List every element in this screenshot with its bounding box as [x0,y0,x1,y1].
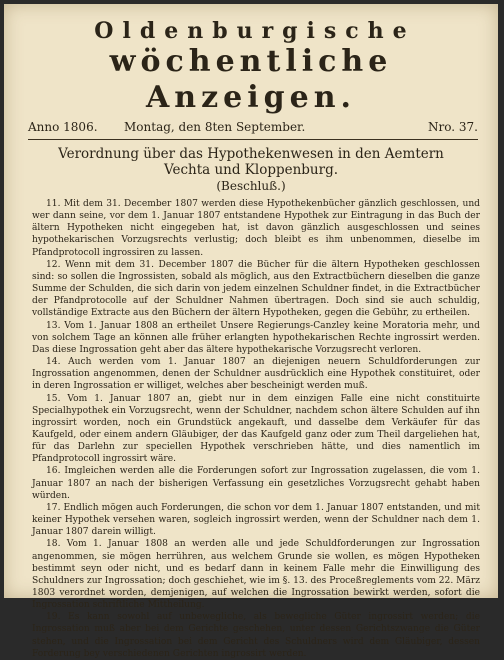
paragraph-12: 12. Wenn mit dem 31. December 1807 die Bücher für die ältern Hypotheken geschlossen sind: so sollen die Ingrossisten, sobald als möglich, aus den Extractbüchern dieselben die ganze Summe der Schulden, die sich darin von jedem einzelnen Schuldner findet, in die Extractbücher der Pfandprotocolle auf der Schuldner Nahmen übertragen. Doch sind sie auch schuldig, vollständige Extracte aus den Büchern der ältern Hypotheken, gegen die Gebühr, zu ertheilen. [32,259,480,319]
article-subtitle: (Beschluß.) [216,179,286,193]
masthead-title-line1: Oldenburgische [94,18,416,44]
masthead [4,18,498,116]
paragraph-11: 11. Mit dem 31. December 1807 werden diese Hypothekenbücher gänzlich geschlossen, und wer dann seine, vor dem 1. Januar 1807 entstandene Hypothek zur Eintragung in das Buch der ältern Hypotheken nicht eingegeben hat, ist davon gänzlich ausgeschlossen und seines hypothekarischen Vorzugsrechts verlustig; doch bleibt es ihm unbenommen, dieselbe im Pfandprotocoll ingrossiren zu lassen. [32,199,480,258]
paragraph-15: 15. Vom 1. Januar 1807 an, giebt nur in dem einzigen Falle eine nicht constituirte Specialhypothek ein Vorzugsrecht, wenn der Schuldner, nachdem schon ältere Schulden auf ihn ingrossirt worden, noch ein Grundstück angekauft, und dasselbe dem Verkäufer für das Kaufgeld, oder einem andern Gläubiger, der das Kaufgeld ganz oder zum Theil dargeliehen hat, für das Darlehn zur speciellen Hypothek verschrieben hätte, und dies namentlich im Pfandprotocoll ingrossirt wäre. [32,393,480,465]
article-heading [4,146,498,194]
article-title: Verordnung über das Hypothekenwesen in den Aemtern [58,146,444,162]
dateline-number: Nro. 37. [428,120,478,134]
dateline-date: Montag, den 8ten September. [124,120,306,134]
article-title-line2: Vechta und Kloppenburg. [163,162,339,178]
paragraph-13: 13. Vom 1. Januar 1808 an ertheilet Unsere Regierungs-Canzley keine Moratoria mehr, und von solchem Tage an können alle früher erlangten hypothekarischen Rechte ingrossirt werden. Das diese Ingrossation geht aber das ältere hypothekarische Vorzugsrecht verloren. [32,320,480,355]
paragraph-18: 18. Vom 1. Januar 1808 an werden alle und jede Schuldforderungen zur Ingrossation angenommen, sie mögen herrühren, aus welchem Grunde sie wollen, es mögen Hypotheken bestimmt seyn oder nicht, und es bedarf dann in keinem Falle mehr die Einwilligung des Schuldners zur Ingrossation; doch geschiehet, wie im §. 13. des Proceßreglements vom 22. März 1803 verordnet worden, demjenigen, auf welchen die Ingrossation bewirkt werden, sofort die Ingrossation schriftliche Mittheilung. [32,539,480,611]
paragraph-17: 17. Endlich mögen auch Forderungen, die schon vor dem 1. Januar 1807 entstanden, und mit keiner Hypothek versehen waren, sogleich ingrossirt werden, wenn der Schuldner nach dem 1. Januar 1807 darein willigt. [32,502,480,538]
masthead-title-line2: wöchentliche Anzeigen. [109,44,393,115]
paragraph-16: 16. Imgleichen werden alle die Forderungen sofort zur Ingrossation zugelassen, die vom 1. Januar 1807 an nach der bisherigen Verfassung ein gesetzliches Vorzugsrecht gehabt haben würden. [32,466,480,501]
dateline-year: Anno 1806. [28,120,98,134]
paragraph-14: 14. Auch werden vom 1. Januar 1807 an diejenigen neuern Schuldforderungen zur Ingrossation angenommen, denen der Schuldner ausdrücklich eine Hypothek constituiret, oder in deren Ingrossation er williget, welches aber bescheinigt werden muß. [32,357,480,392]
paragraph-19: 19. Es kann sowohl auf unbewegliche, als bewegliche Güter ingrossirt werden; die Ingrossation muß aber bei dem Gerichte geschehen, unter dessen Gerichtszwange die Güter stehen, und die Ingrossation bei dem Gericht des Schuldners wird dem Gläubiger, dessen Forderung bey verschiedenen Gerichten ingrossirt werden. [32,612,480,659]
dateline-rule [28,139,478,140]
dateline [28,120,478,136]
article-body [32,198,480,660]
newspaper-page [4,4,498,659]
